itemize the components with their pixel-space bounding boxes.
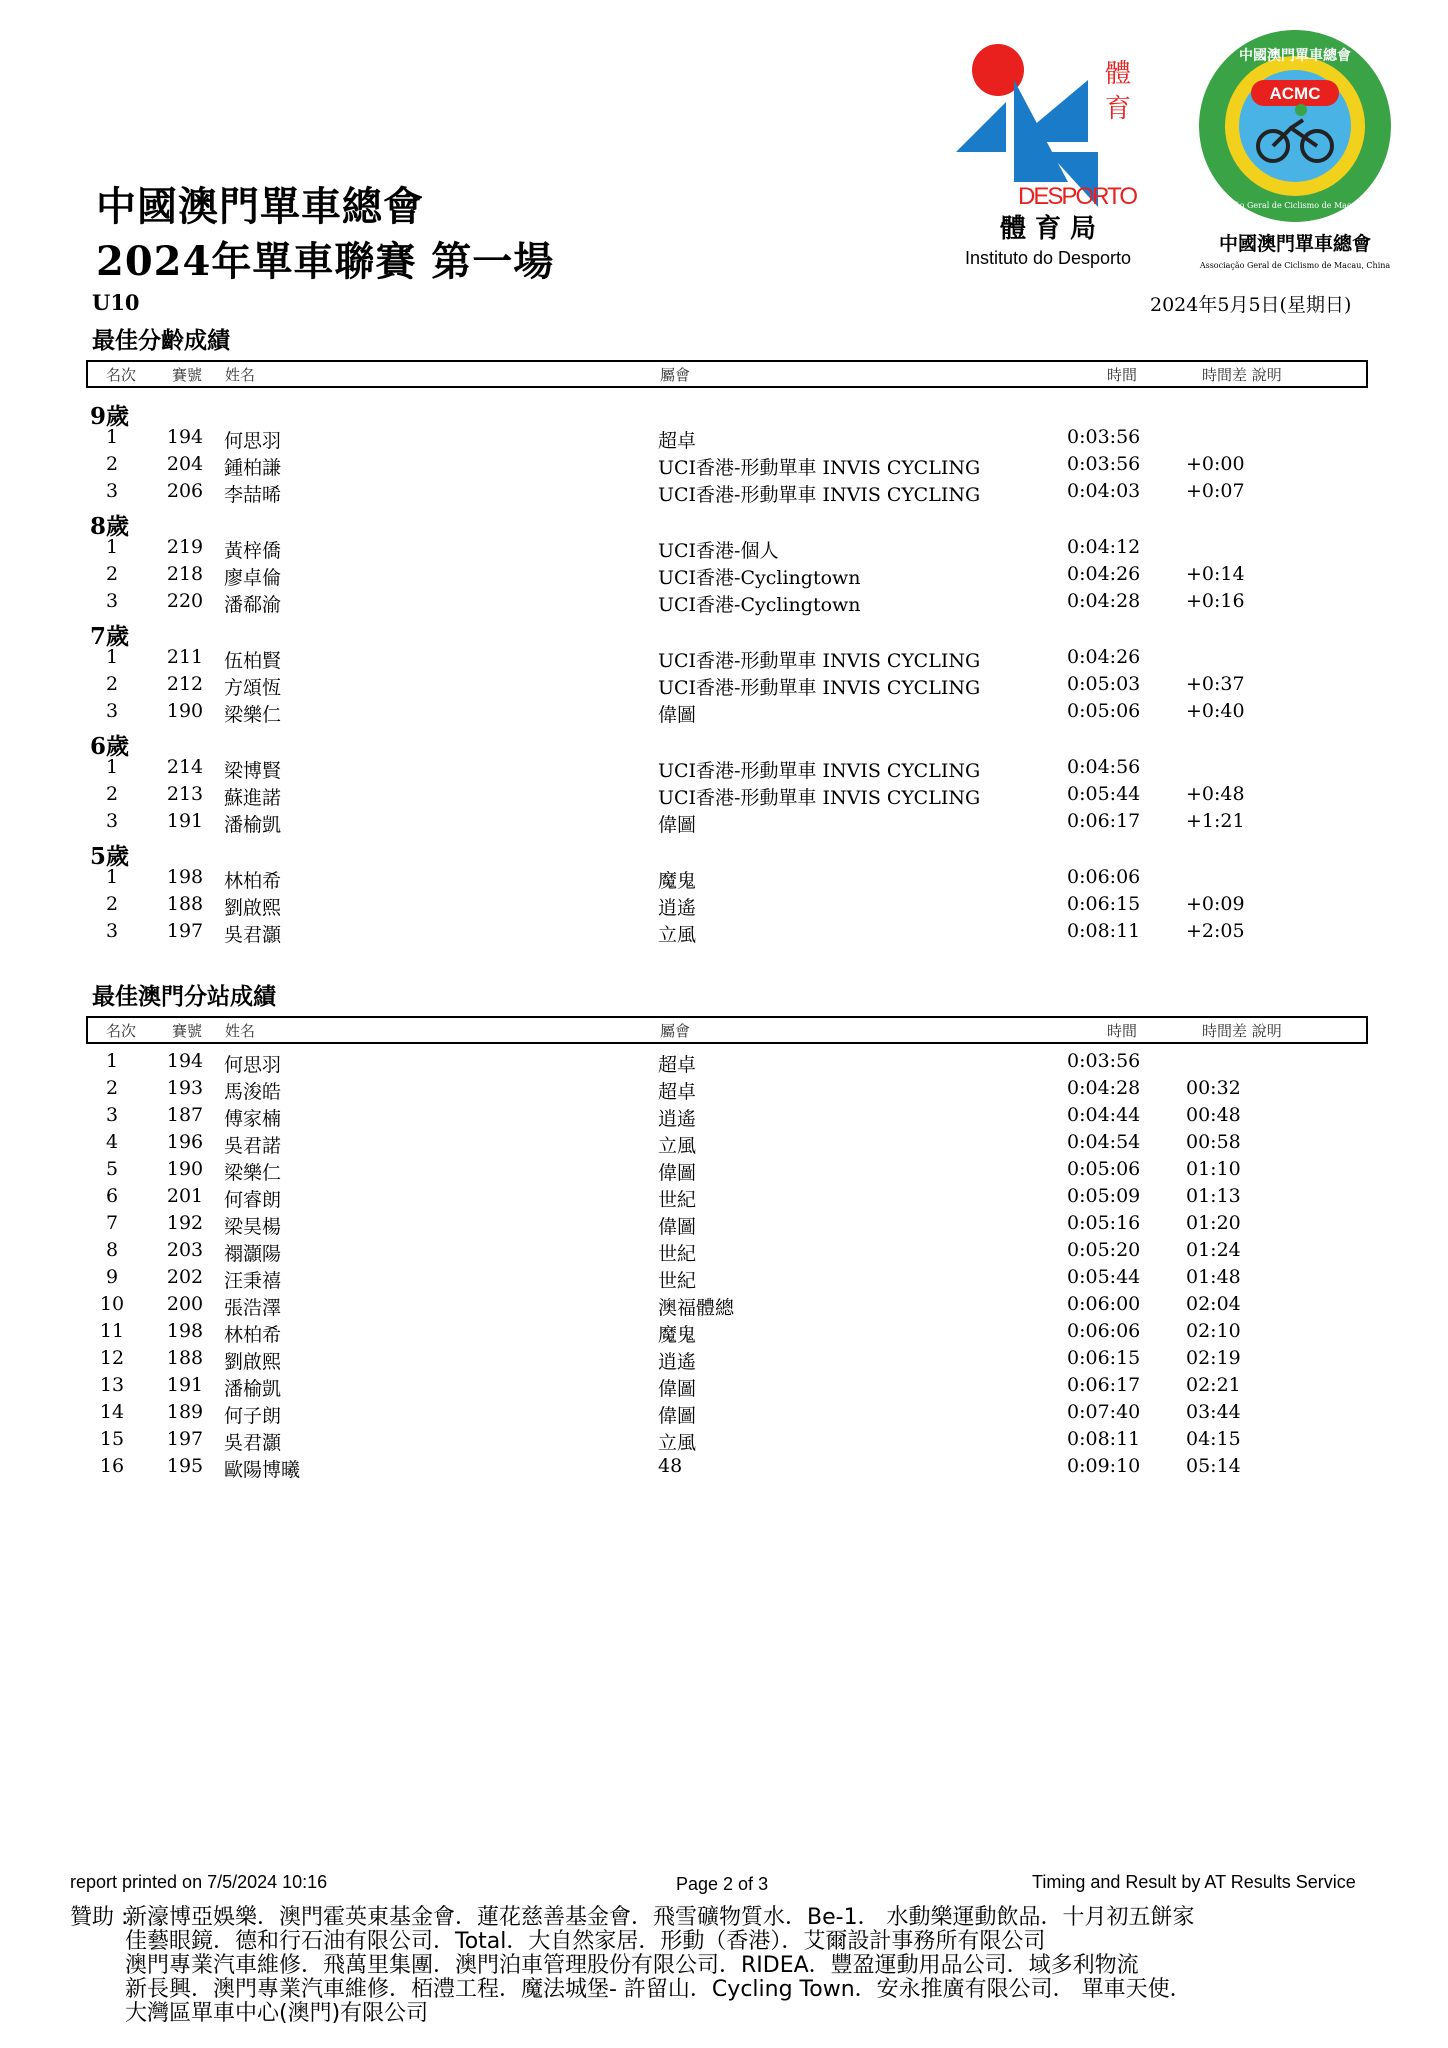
cell-club: 魔鬼 bbox=[658, 870, 697, 892]
age-group-label: 8歲 bbox=[90, 513, 130, 540]
col-gap: 時間差 說明 bbox=[1202, 1022, 1282, 1040]
cell-club: 立風 bbox=[658, 924, 697, 946]
cell-gap: 01:24 bbox=[1186, 1239, 1241, 1261]
cell-name: 汪秉禧 bbox=[224, 1270, 282, 1292]
cell-rank: 1 bbox=[105, 866, 119, 888]
cell-bib: 212 bbox=[166, 673, 204, 695]
cell-rank: 1 bbox=[105, 426, 119, 448]
sponsor-label: 贊助 : bbox=[70, 1905, 129, 1930]
cell-name: 梁博賢 bbox=[224, 760, 282, 782]
cell-time: 0:08:11 bbox=[1067, 1428, 1141, 1450]
desporto-emblem-icon bbox=[948, 32, 1148, 272]
cell-time: 0:03:56 bbox=[1067, 453, 1141, 475]
col-time: 時間 bbox=[1107, 366, 1138, 384]
table-row bbox=[0, 646, 1448, 673]
cell-club: UCI香港-形動單車 INVIS CYCLING bbox=[658, 484, 981, 506]
cell-rank: 2 bbox=[105, 1077, 119, 1099]
cell-rank: 4 bbox=[105, 1131, 119, 1153]
col-bib: 賽號 bbox=[172, 366, 203, 384]
cell-rank: 13 bbox=[99, 1374, 125, 1396]
table-row bbox=[0, 1401, 1448, 1428]
cell-gap: 02:04 bbox=[1186, 1293, 1241, 1315]
acmc-logo bbox=[1195, 28, 1395, 273]
table-row bbox=[0, 426, 1448, 453]
table-row bbox=[0, 480, 1448, 507]
age-group-label: 6歲 bbox=[90, 733, 130, 760]
cell-bib: 189 bbox=[166, 1401, 204, 1423]
cell-gap: 05:14 bbox=[1186, 1455, 1241, 1477]
cell-time: 0:05:44 bbox=[1067, 783, 1141, 805]
cell-bib: 187 bbox=[166, 1104, 204, 1126]
table-row bbox=[0, 1050, 1448, 1077]
cell-bib: 213 bbox=[166, 783, 204, 805]
col-club: 屬會 bbox=[660, 366, 691, 384]
cell-time: 0:05:03 bbox=[1067, 673, 1141, 695]
cell-rank: 6 bbox=[105, 1185, 119, 1207]
cell-rank: 2 bbox=[105, 893, 119, 915]
cell-time: 0:04:28 bbox=[1067, 590, 1141, 612]
cell-name: 禤灝陽 bbox=[224, 1243, 282, 1265]
cell-bib: 196 bbox=[166, 1131, 204, 1153]
table-header bbox=[86, 1016, 1368, 1044]
cell-gap: +0:09 bbox=[1186, 893, 1245, 915]
cell-name: 何睿朗 bbox=[224, 1189, 282, 1211]
table-row bbox=[0, 756, 1448, 783]
col-rank: 名次 bbox=[106, 366, 137, 384]
cell-name: 馬浚皓 bbox=[224, 1081, 282, 1103]
cell-club: 超卓 bbox=[658, 430, 697, 452]
category-label: U10 bbox=[92, 290, 140, 315]
cell-gap: 02:10 bbox=[1186, 1320, 1241, 1342]
table-row bbox=[0, 1131, 1448, 1158]
cell-rank: 2 bbox=[105, 673, 119, 695]
page-title: 中國澳門單車總會 bbox=[96, 183, 424, 230]
cell-club: 超卓 bbox=[658, 1081, 697, 1103]
acmc-center: ACMC bbox=[1269, 84, 1321, 103]
table-row bbox=[0, 1428, 1448, 1455]
cell-name: 潘榆凱 bbox=[224, 814, 282, 836]
desporto-logo bbox=[948, 32, 1148, 272]
cell-time: 0:04:56 bbox=[1067, 756, 1141, 778]
cell-bib: 203 bbox=[166, 1239, 204, 1261]
sponsor-text: 新濠博亞娛樂．澳門霍英東基金會．蓮花慈善基金會．飛雪礦物質水．Be-1． 水動樂運動飲品．十月初五餅家 bbox=[125, 1905, 1195, 1930]
cell-gap: 02:21 bbox=[1186, 1374, 1241, 1396]
cell-time: 0:04:28 bbox=[1067, 1077, 1141, 1099]
cell-bib: 219 bbox=[166, 536, 204, 558]
cell-bib: 206 bbox=[166, 480, 204, 502]
cell-gap: +0:37 bbox=[1186, 673, 1245, 695]
printed-timestamp: report printed on 7/5/2024 10:16 bbox=[70, 1872, 328, 1892]
cell-bib: 204 bbox=[166, 453, 204, 475]
section-macau-title: 最佳澳門分站成績 bbox=[92, 983, 276, 1010]
table-row bbox=[0, 866, 1448, 893]
cell-rank: 2 bbox=[105, 563, 119, 585]
cell-name: 劉啟熙 bbox=[224, 1351, 282, 1373]
cell-bib: 200 bbox=[166, 1293, 204, 1315]
cell-name: 劉啟熙 bbox=[224, 897, 282, 919]
cell-name: 何子朗 bbox=[224, 1405, 282, 1427]
cell-rank: 7 bbox=[105, 1212, 119, 1234]
cell-time: 0:05:20 bbox=[1067, 1239, 1141, 1261]
cell-club: UCI香港-個人 bbox=[658, 540, 779, 562]
table-row bbox=[0, 1320, 1448, 1347]
cell-rank: 3 bbox=[105, 1104, 119, 1126]
cell-time: 0:09:10 bbox=[1067, 1455, 1141, 1477]
cell-name: 何思羽 bbox=[224, 430, 282, 452]
table-row bbox=[0, 893, 1448, 920]
cell-bib: 202 bbox=[166, 1266, 204, 1288]
cell-club: 偉圖 bbox=[658, 1162, 697, 1184]
event-title: 2024年單車聯賽 第一場 bbox=[96, 238, 555, 285]
age-group-label: 7歲 bbox=[90, 623, 130, 650]
cell-time: 0:03:56 bbox=[1067, 426, 1141, 448]
cell-rank: 2 bbox=[105, 783, 119, 805]
age-group-label: 9歲 bbox=[90, 403, 130, 430]
cell-rank: 11 bbox=[99, 1320, 125, 1342]
sponsor-text: 大灣區單車中心(澳門)有限公司 bbox=[125, 2001, 429, 2026]
cell-bib: 190 bbox=[166, 1158, 204, 1180]
cell-bib: 191 bbox=[166, 810, 204, 832]
cell-rank: 14 bbox=[99, 1401, 125, 1423]
cell-gap: 01:48 bbox=[1186, 1266, 1241, 1288]
cell-club: 偉圖 bbox=[658, 704, 697, 726]
table-row bbox=[0, 1239, 1448, 1266]
event-date: 2024年5月5日(星期日) bbox=[1150, 294, 1352, 316]
cell-name: 潘郗渝 bbox=[224, 594, 282, 616]
cell-time: 0:06:17 bbox=[1067, 810, 1141, 832]
col-time: 時間 bbox=[1107, 1022, 1138, 1040]
cell-time: 0:04:26 bbox=[1067, 563, 1141, 585]
cell-time: 0:06:00 bbox=[1067, 1293, 1141, 1315]
cell-name: 吳君灝 bbox=[224, 1432, 282, 1454]
table-row bbox=[0, 1347, 1448, 1374]
desporto-cn: 體 育 局 bbox=[999, 214, 1097, 244]
table-row bbox=[0, 1077, 1448, 1104]
table-row bbox=[0, 783, 1448, 810]
col-bib: 賽號 bbox=[172, 1022, 203, 1040]
cell-gap: 01:20 bbox=[1186, 1212, 1241, 1234]
acmc-cn: 中國澳門單車總會 bbox=[1218, 233, 1372, 255]
cell-name: 林柏希 bbox=[224, 1324, 282, 1346]
table-row bbox=[0, 1455, 1448, 1482]
cell-gap: 00:32 bbox=[1186, 1077, 1241, 1099]
cell-rank: 10 bbox=[99, 1293, 125, 1315]
table-row bbox=[0, 673, 1448, 700]
cell-club: UCI香港-Cyclingtown bbox=[658, 567, 861, 589]
cell-gap: 00:58 bbox=[1186, 1131, 1241, 1153]
table-row bbox=[0, 563, 1448, 590]
col-gap: 時間差 說明 bbox=[1202, 366, 1282, 384]
cell-gap: 01:13 bbox=[1186, 1185, 1241, 1207]
cell-rank: 15 bbox=[99, 1428, 125, 1450]
cell-bib: 188 bbox=[166, 1347, 204, 1369]
cell-club: 魔鬼 bbox=[658, 1324, 697, 1346]
cell-name: 梁樂仁 bbox=[224, 704, 282, 726]
cell-bib: 218 bbox=[166, 563, 204, 585]
cell-time: 0:05:06 bbox=[1067, 1158, 1141, 1180]
table-row bbox=[0, 453, 1448, 480]
cell-gap: +0:07 bbox=[1186, 480, 1245, 502]
cell-name: 潘榆凱 bbox=[224, 1378, 282, 1400]
cell-rank: 9 bbox=[105, 1266, 119, 1288]
cell-name: 黃梓僑 bbox=[224, 540, 282, 562]
cell-bib: 191 bbox=[166, 1374, 204, 1396]
cell-gap: 02:19 bbox=[1186, 1347, 1241, 1369]
cell-name: 傅家楠 bbox=[224, 1108, 282, 1130]
cell-club: 世紀 bbox=[658, 1189, 697, 1211]
cell-gap: +0:48 bbox=[1186, 783, 1245, 805]
cell-club: UCI香港-形動單車 INVIS CYCLING bbox=[658, 677, 981, 699]
cell-gap: 00:48 bbox=[1186, 1104, 1241, 1126]
cell-time: 0:03:56 bbox=[1067, 1050, 1141, 1072]
sponsor-text: 新長興．澳門專業汽車維修．栢澧工程．魔法城堡- 許留山．Cycling Town．安永推廣有限公司． 單車天使． bbox=[125, 1977, 1192, 2002]
cell-bib: 198 bbox=[166, 1320, 204, 1342]
cell-time: 0:06:06 bbox=[1067, 866, 1141, 888]
sponsor-text: 佳藝眼鏡．德和行石油有限公司．Total．大自然家居．形動（香港）．艾爾設計事務所有限公司 bbox=[125, 1929, 1046, 1954]
cell-bib: 197 bbox=[166, 1428, 204, 1450]
cell-club: 立風 bbox=[658, 1432, 697, 1454]
cell-rank: 1 bbox=[105, 756, 119, 778]
cell-name: 鍾柏謙 bbox=[224, 457, 282, 479]
cell-club: 偉圖 bbox=[658, 1216, 697, 1238]
acmc-pt: Associação Geral de Ciclismo de Macau, China bbox=[1199, 261, 1391, 270]
cell-time: 0:05:16 bbox=[1067, 1212, 1141, 1234]
cell-rank: 3 bbox=[105, 480, 119, 502]
acmc-ring-side: Associação Geral de Ciclismo de Macau, China bbox=[1199, 201, 1391, 210]
cell-name: 何思羽 bbox=[224, 1054, 282, 1076]
cell-club: 48 bbox=[658, 1455, 683, 1477]
cell-time: 0:06:15 bbox=[1067, 893, 1141, 915]
cell-gap: 01:10 bbox=[1186, 1158, 1241, 1180]
cell-bib: 197 bbox=[166, 920, 204, 942]
table-row bbox=[0, 920, 1448, 947]
cell-gap: +2:05 bbox=[1186, 920, 1245, 942]
table-row bbox=[0, 1104, 1448, 1131]
table-row bbox=[0, 700, 1448, 727]
cell-club: 逍遙 bbox=[658, 897, 697, 919]
cell-rank: 12 bbox=[99, 1347, 125, 1369]
cell-rank: 3 bbox=[105, 810, 119, 832]
cell-bib: 194 bbox=[166, 426, 204, 448]
table-row bbox=[0, 1185, 1448, 1212]
cell-name: 林柏希 bbox=[224, 870, 282, 892]
cell-club: 偉圖 bbox=[658, 1378, 697, 1400]
cell-club: 超卓 bbox=[658, 1054, 697, 1076]
cell-name: 吳君灝 bbox=[224, 924, 282, 946]
cell-bib: 188 bbox=[166, 893, 204, 915]
cell-gap: +0:00 bbox=[1186, 453, 1245, 475]
cell-bib: 198 bbox=[166, 866, 204, 888]
cell-club: 偉圖 bbox=[658, 1405, 697, 1427]
cell-club: 偉圖 bbox=[658, 814, 697, 836]
cell-time: 0:05:06 bbox=[1067, 700, 1141, 722]
cell-name: 蘇進諾 bbox=[224, 787, 282, 809]
table-row bbox=[0, 1266, 1448, 1293]
col-club: 屬會 bbox=[660, 1022, 691, 1040]
sponsor-text: 澳門專業汽車維修．飛萬里集團．澳門泊車管理股份有限公司．RIDEA．豐盈運動用品公司．域多利物流 bbox=[125, 1953, 1139, 1978]
cell-bib: 192 bbox=[166, 1212, 204, 1234]
cell-club: 逍遙 bbox=[658, 1108, 697, 1130]
timing-credit: Timing and Result by AT Results Service bbox=[1032, 1872, 1356, 1892]
cell-name: 李喆晞 bbox=[224, 484, 282, 506]
cell-name: 方頌恆 bbox=[224, 677, 282, 699]
cell-name: 梁樂仁 bbox=[224, 1162, 282, 1184]
cell-bib: 214 bbox=[166, 756, 204, 778]
cell-rank: 8 bbox=[105, 1239, 119, 1261]
cell-rank: 3 bbox=[105, 590, 119, 612]
cell-club: 世紀 bbox=[658, 1270, 697, 1292]
cell-name: 張浩澤 bbox=[224, 1297, 282, 1319]
cell-bib: 201 bbox=[166, 1185, 204, 1207]
page-number: Page 2 of 3 bbox=[676, 1874, 769, 1894]
col-rank: 名次 bbox=[106, 1022, 137, 1040]
cell-time: 0:06:17 bbox=[1067, 1374, 1141, 1396]
cell-time: 0:04:54 bbox=[1067, 1131, 1141, 1153]
cell-time: 0:05:44 bbox=[1067, 1266, 1141, 1288]
cell-name: 吳君諾 bbox=[224, 1135, 282, 1157]
cell-club: UCI香港-Cyclingtown bbox=[658, 594, 861, 616]
cell-rank: 3 bbox=[105, 920, 119, 942]
cell-time: 0:05:09 bbox=[1067, 1185, 1141, 1207]
cell-bib: 190 bbox=[166, 700, 204, 722]
table-row bbox=[0, 536, 1448, 563]
table-row bbox=[0, 1293, 1448, 1320]
cell-club: UCI香港-形動單車 INVIS CYCLING bbox=[658, 760, 981, 782]
cell-bib: 220 bbox=[166, 590, 204, 612]
cell-time: 0:08:11 bbox=[1067, 920, 1141, 942]
cell-bib: 194 bbox=[166, 1050, 204, 1072]
desporto-pt: Instituto do Desporto bbox=[964, 248, 1132, 268]
cell-name: 廖卓倫 bbox=[224, 567, 282, 589]
cell-gap: +0:40 bbox=[1186, 700, 1245, 722]
desporto-char2: 育 bbox=[1104, 94, 1132, 124]
cell-rank: 1 bbox=[105, 646, 119, 668]
col-name: 姓名 bbox=[225, 1022, 256, 1040]
desporto-char1: 體 bbox=[1104, 59, 1132, 89]
cell-club: 澳福體總 bbox=[658, 1297, 735, 1319]
cell-club: UCI香港-形動單車 INVIS CYCLING bbox=[658, 457, 981, 479]
cell-bib: 193 bbox=[166, 1077, 204, 1099]
cell-club: 立風 bbox=[658, 1135, 697, 1157]
cell-time: 0:04:03 bbox=[1067, 480, 1141, 502]
table-row bbox=[0, 590, 1448, 617]
cell-time: 0:04:26 bbox=[1067, 646, 1141, 668]
cell-gap: 03:44 bbox=[1186, 1401, 1241, 1423]
cell-rank: 1 bbox=[105, 1050, 119, 1072]
cell-rank: 5 bbox=[105, 1158, 119, 1180]
cell-gap: +0:16 bbox=[1186, 590, 1245, 612]
cell-rank: 16 bbox=[99, 1455, 125, 1477]
table-row bbox=[0, 1212, 1448, 1239]
cell-time: 0:04:44 bbox=[1067, 1104, 1141, 1126]
acmc-emblem-icon bbox=[1195, 28, 1395, 273]
age-group-label: 5歲 bbox=[90, 843, 130, 870]
cell-club: 世紀 bbox=[658, 1243, 697, 1265]
cell-bib: 195 bbox=[166, 1455, 204, 1477]
cell-gap: +1:21 bbox=[1186, 810, 1245, 832]
table-header bbox=[86, 360, 1368, 388]
cell-time: 0:06:15 bbox=[1067, 1347, 1141, 1369]
cell-rank: 3 bbox=[105, 700, 119, 722]
cell-club: 逍遙 bbox=[658, 1351, 697, 1373]
section-age-title: 最佳分齡成績 bbox=[92, 327, 230, 354]
table-row bbox=[0, 1374, 1448, 1401]
cell-rank: 2 bbox=[105, 453, 119, 475]
cell-gap: 04:15 bbox=[1186, 1428, 1241, 1450]
cell-name: 歐陽博曦 bbox=[224, 1459, 301, 1481]
cell-time: 0:06:06 bbox=[1067, 1320, 1141, 1342]
table-row bbox=[0, 1158, 1448, 1185]
cell-club: UCI香港-形動單車 INVIS CYCLING bbox=[658, 787, 981, 809]
cell-gap: +0:14 bbox=[1186, 563, 1245, 585]
cell-time: 0:07:40 bbox=[1067, 1401, 1141, 1423]
cell-time: 0:04:12 bbox=[1067, 536, 1141, 558]
table-row bbox=[0, 810, 1448, 837]
desporto-brand: DESPORTO bbox=[1018, 183, 1138, 210]
cell-name: 梁昊楊 bbox=[224, 1216, 282, 1238]
cell-club: UCI香港-形動單車 INVIS CYCLING bbox=[658, 650, 981, 672]
cell-bib: 211 bbox=[166, 646, 204, 668]
col-name: 姓名 bbox=[225, 366, 256, 384]
cell-name: 伍柏賢 bbox=[224, 650, 282, 672]
cell-rank: 1 bbox=[105, 536, 119, 558]
acmc-ring-top: 中國澳門單車總會 bbox=[1239, 48, 1351, 64]
